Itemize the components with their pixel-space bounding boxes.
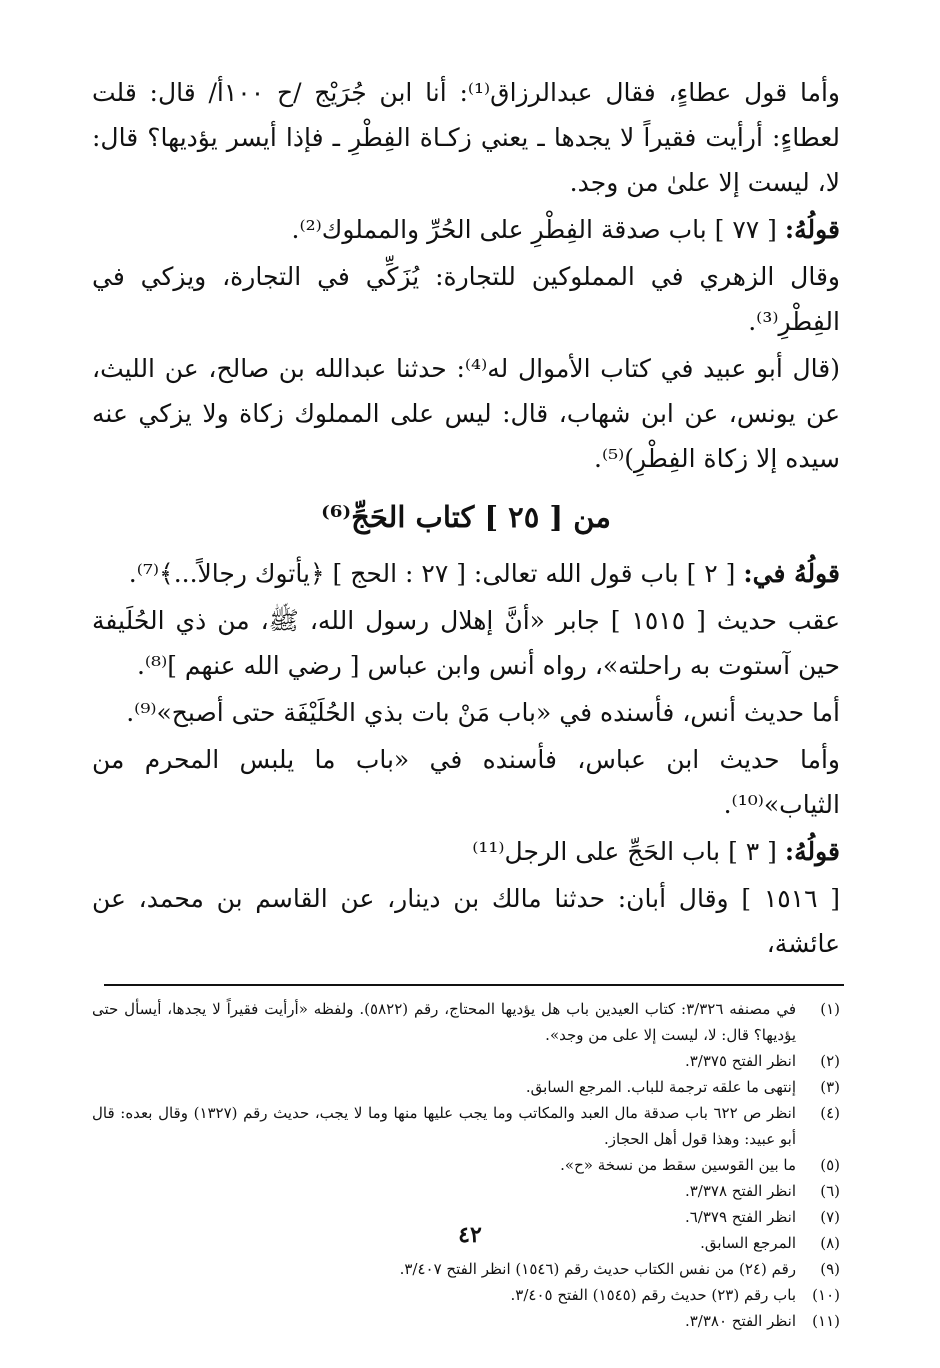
footnote xyxy=(92,1178,840,1204)
footnote-text: في مصنفه ٣/٣٢٦: كتاب العيدين باب هل يؤديها المحتاج، رقم (٥٨٢٢). ولفظه «أرأيت فقيراً لا يجدها، أيسأل حتى يؤديها؟ قال: لا، ليست إلا على من وجد». xyxy=(92,1000,797,1044)
footnote-text: باب رقم (٢٣) حديث رقم (١٥٤٥) الفتح ٣/٤٠٥. xyxy=(510,1286,796,1304)
footnote-number: (٣) xyxy=(820,1078,840,1096)
footnote-text: إنتهى ما علقه ترجمة للباب. المرجع السابق. xyxy=(525,1078,796,1096)
paragraph-bab-77 xyxy=(92,207,840,252)
footnote xyxy=(92,996,840,1048)
footnote-text: رقم (٢٤) من نفس الكتاب حديث رقم (١٥٤٦) انظر الفتح ٣/٤٠٧. xyxy=(399,1260,796,1278)
footnote xyxy=(92,1100,840,1152)
footnote xyxy=(92,1256,840,1282)
section-heading-hajj: من [ ٢٥ ] كتاب الحَجِّ⁽⁶⁾ xyxy=(321,500,611,534)
paragraph-bab-3 xyxy=(92,829,840,874)
qawluhu-fi-label: قولُهُ في: xyxy=(743,559,840,588)
footnote-number: (٥) xyxy=(820,1156,840,1174)
paragraph-ata-zakat: وأما قول عطاءٍ، فقال عبدالرزاق⁽¹⁾: أنا ابن جُرَيْج /ح ١٠٠أ/ قال: قلت لعطاءٍ: أرأيت فقيراً لا يجدها ـ يعني زكـاة الفِطْرِ ـ فإذا أيسر يؤديها؟ قال: لا، ليست إلا علىٰ من وجد. xyxy=(92,78,840,197)
footnote-text: انظر الفتح ٣/٣٧٨. xyxy=(684,1182,796,1200)
footnote xyxy=(92,1282,840,1308)
footnote-text: انظر ص ٦٢٢ باب صدقة مال العبد والمكاتب وما يجب عليها منها وما لا يجب، حديث رقم (١٣٢٧) وقال بعده: قال أبو عبيد: وهذا قول أهل الحجاز. xyxy=(92,1104,796,1148)
footnote-text: ما بين القوسين سقط من نسخة «ح». xyxy=(560,1156,796,1174)
footnote-number: (١١) xyxy=(812,1312,840,1330)
footnote-number: (٧) xyxy=(820,1208,840,1226)
footnote-text: انظر الفتح ٣/٣٧٥. xyxy=(684,1052,796,1070)
page-number: ٤٢ xyxy=(458,1222,482,1248)
footnote-text: المرجع السابق. xyxy=(700,1234,796,1252)
paragraph-bab-2 xyxy=(92,551,840,596)
paragraph-zuhri: وقال الزهري في المملوكين للتجارة: يُزَكِّي في التجارة، ويزكي في الفِطْرِ⁽³⁾. xyxy=(92,262,840,336)
bab-3-text: [ ٣ ] باب الحَجِّ على الرجل⁽¹¹⁾ xyxy=(472,837,777,866)
paragraph-anas-hadith: أما حديث أنس، فأسنده في «باب مَنْ بات بذي الحُلَيْفَة حتى أصبح»⁽⁹⁾. xyxy=(126,698,840,727)
qawluhu-label-2: قولُهُ: xyxy=(784,837,840,866)
paragraph-abu-ubaid: (قال أبو عبيد في كتاب الأموال له⁽⁴⁾: حدثنا عبدالله بن صالح، عن الليث، عن يونس، عن ابن شهاب، قال: ليس على المملوك زكاة ولا يزكي عنه سيده إلا زكاة الفِطْرِ)⁽⁵⁾. xyxy=(92,354,840,473)
footnote-number: (١) xyxy=(820,1000,840,1018)
footnote-number: (١٠) xyxy=(812,1286,840,1304)
footnote-number: (٢) xyxy=(820,1052,840,1070)
footnote-text: انظر الفتح ٦/٣٧٩. xyxy=(684,1208,796,1226)
footnote-divider xyxy=(104,984,844,986)
bab-77-text: [ ٧٧ ] باب صدقة الفِطْرِ على الحُرِّ والمملوك⁽²⁾. xyxy=(291,215,777,244)
qawluhu-label: قولُهُ: xyxy=(784,215,840,244)
paragraph-ibn-abbas-hadith: وأما حديث ابن عباس، فأسنده في «باب ما يلبس المحرم من الثياب»⁽¹⁰⁾. xyxy=(92,745,840,819)
footnote-number: (٦) xyxy=(820,1182,840,1200)
paragraph-aban-hadith: [ ١٥١٦ ] وقال أبان: حدثنا مالك بن دينار، عن القاسم بن محمد، عن عائشة، xyxy=(92,884,841,958)
footnote xyxy=(92,1308,840,1334)
footnote-number: (٩) xyxy=(820,1260,840,1278)
footnotes xyxy=(92,996,840,1334)
paragraph-jabir-hadith: عقب حديث [ ١٥١٥ ] جابر «أنَّ إهلال رسول الله، ﷺ، من ذي الحُلَيفة حين آستوت به راحلته»، رواه أنس وابن عباس [ رضي الله عنهم ]⁽⁸⁾. xyxy=(92,606,840,680)
footnote xyxy=(92,1152,840,1178)
footnote xyxy=(92,1074,840,1100)
footnote-text: انظر الفتح ٣/٣٨٠. xyxy=(684,1312,796,1330)
main-text xyxy=(92,70,840,966)
bab-2-text: [ ٢ ] باب قول الله تعالى: [ ٢٧ : الحج ] ﴿يأتوك رجالاً...﴾⁽⁷⁾. xyxy=(128,559,736,588)
footnote-number: (٨) xyxy=(820,1234,840,1252)
footnote xyxy=(92,1048,840,1074)
footnote-number: (٤) xyxy=(820,1104,840,1122)
